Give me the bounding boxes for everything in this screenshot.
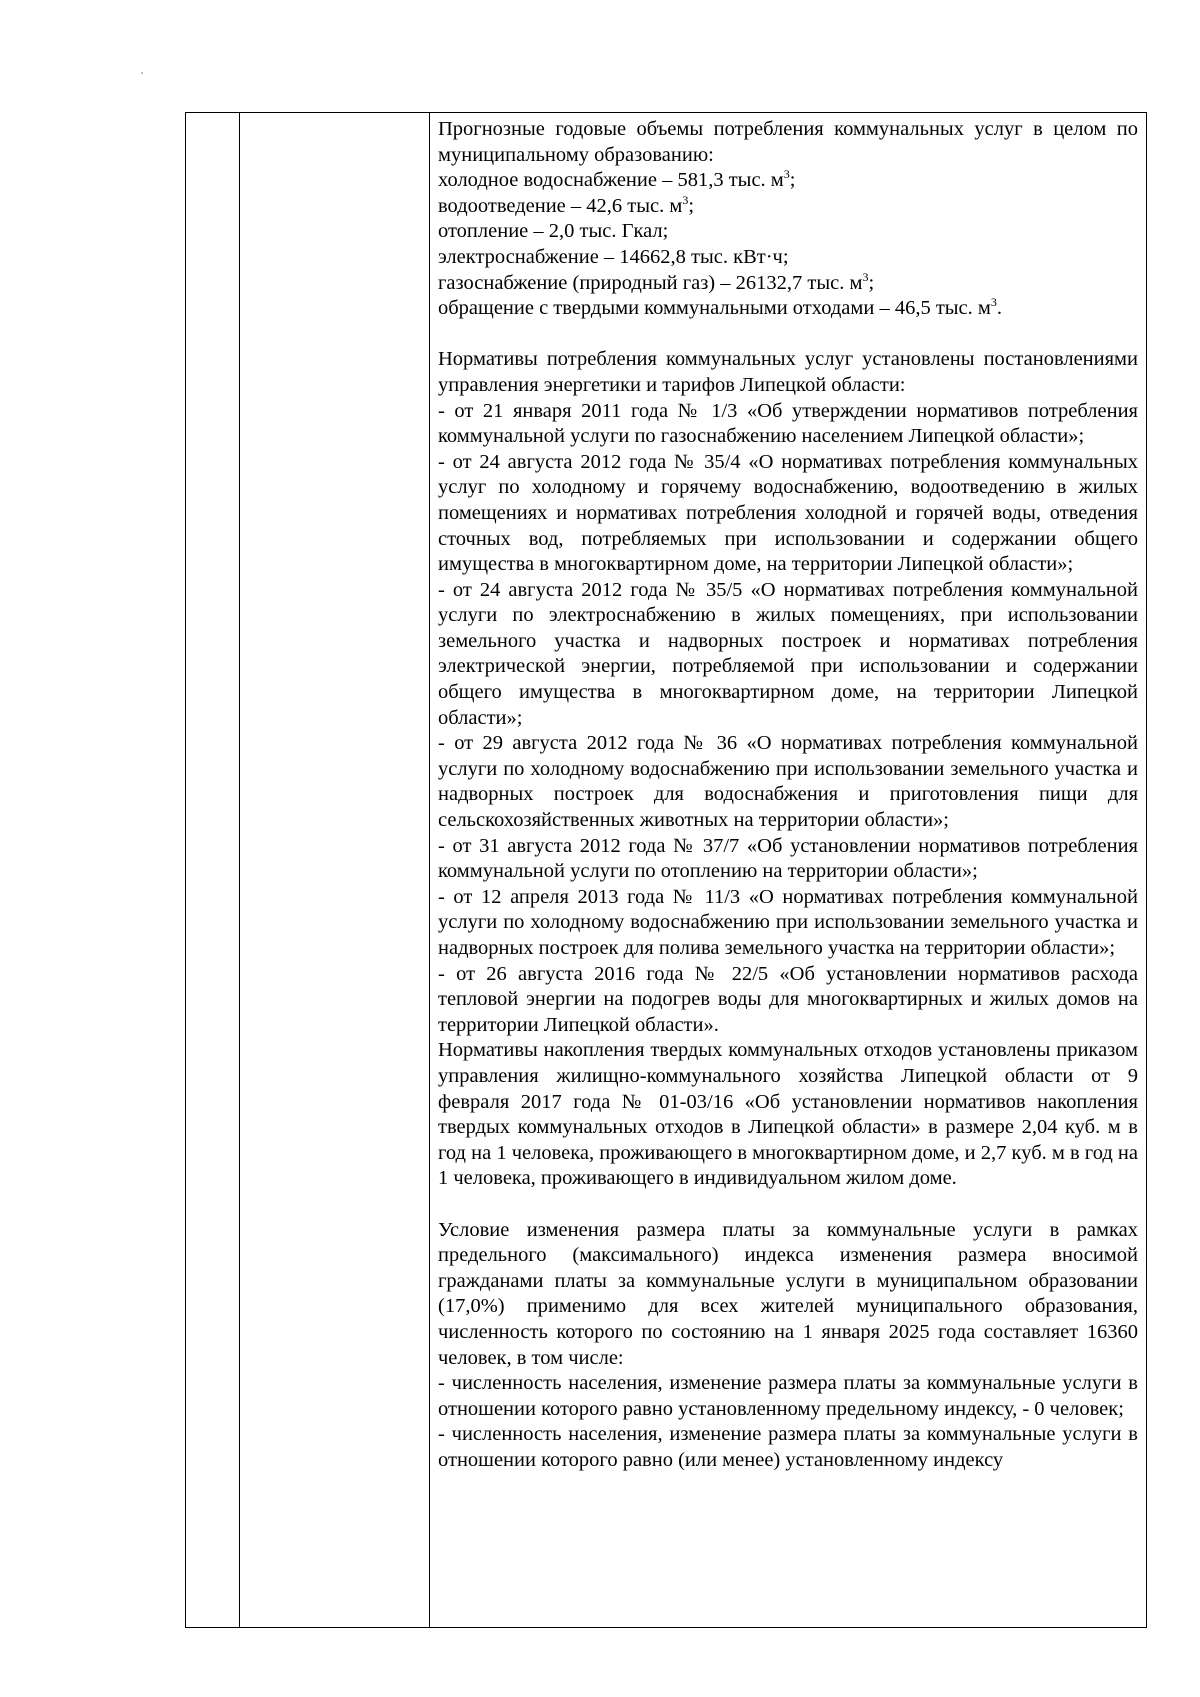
content-cell <box>434 113 1142 1627</box>
volume-gas: газоснабжение (природный газ) – 26132,7 тыс. $м^3$; <box>438 269 875 294</box>
norm-item: - от 26 августа 2016 года № 22/5 «Об установлении нормативов расхода тепловой энергии на подогрев воды для многоквартирных и жилых домов на территории Липецкой области». <box>438 962 1138 1036</box>
norms-intro: Нормативы потребления коммунальных услуг установлены постановлениями управления энергетики и тарифов Липецкой области: <box>438 348 1138 396</box>
volumes-intro: Прогнозные годовые объемы потребления коммунальных услуг в целом по муниципальному образованию: <box>438 118 1138 166</box>
norm-item: - от 24 августа 2012 года № 35/4 «О нормативах потребления коммунальных услуг по холодному и горячему водоснабжению, водоотведению в жилых помещениях и нормативах потребления холодной и горячей воды, отведения сточных вод, потребляемых при использовании и содержании общего имущества в многоквартирном доме, на территории Липецкой области»; <box>438 450 1138 576</box>
scan-speck <box>141 72 143 74</box>
spacer <box>438 322 1138 348</box>
volume-cold-water: холодное водоснабжение – 581,3 тыс. $м^3$; <box>438 167 796 192</box>
document-table <box>185 112 1147 1628</box>
volume-electricity: электроснабжение – 14662,8 тыс. кВт·ч; <box>438 245 789 268</box>
norm-item: - от 29 августа 2012 года № 36 «О нормативах потребления коммунальной услуги по холодному водоснабжению при использовании земельного участка и надворных построек для водоснабжения и приготовления пищи для сельскохозяйственных животных на территории области»; <box>438 732 1138 832</box>
volume-heating: отопление – 2,0 тыс. Гкал; <box>438 220 669 243</box>
column-divider-1 <box>239 113 240 1627</box>
norm-item: - от 12 апреля 2013 года № 11/3 «О нормативах потребления коммунальной услуги по холодному водоснабжению при использовании земельного участка и надворных построек для полива земельного участка на территории области»; <box>438 885 1138 959</box>
spacer <box>438 1192 1138 1218</box>
condition-item: - численность населения, изменение размера платы за коммунальные услуги в отношении которого равно (или менее) установленному индексу <box>438 1423 1138 1471</box>
waste-norm-paragraph: Нормативы накопления твердых коммунальных отходов установлены приказом управления жилищно-коммунального хозяйства Липецкой области от 9 февраля 2017 года № 01-03/16 «Об установлении нормативов накопления твердых коммунальных отходов в Липецкой области» в размере 2,04 куб. м в год на 1 человека, проживающего в многоквартирном доме, и 2,7 куб. м в год на 1 человека, проживающего в индивидуальном жилом доме. <box>438 1039 1138 1190</box>
norm-item: - от 31 августа 2012 года № 37/7 «Об установлении нормативов потребления коммунальной услуги по отоплению на территории области»; <box>438 834 1138 883</box>
volume-drainage: водоотведение – 42,6 тыс. $м^3$; <box>438 192 695 217</box>
norm-item: - от 24 августа 2012 года № 35/5 «О нормативах потребления коммунальной услуги по электроснабжению в жилых помещениях, при использовании земельного участка и надворных построек и нормативах потребления электрической энергии, потребляемой при использовании и содержании общего имущества в многоквартирном доме, на территории Липецкой области»; <box>438 578 1138 729</box>
condition-item: - численность населения, изменение размера платы за коммунальные услуги в отношении которого равно установленному предельному индексу, - 0 человек; <box>438 1372 1138 1420</box>
norm-item: - от 21 января 2011 года № 1/3 «Об утверждении нормативов потребления коммунальной услуги по газоснабжению населением Липецкой области»; <box>438 399 1138 448</box>
column-divider-2 <box>429 113 430 1627</box>
condition-intro: Условие изменения размера платы за коммунальные услуги в рамках предельного (максимального) индекса изменения размера вносимой гражданами платы за коммунальные услуги в муниципальном образовании (17,0%) применимо для всех жителей муниципального образования, численность которого по состоянию на 1 января 2025 года составляет 16360 человек, в том числе: <box>438 1218 1138 1369</box>
volume-waste: обращение с твердыми коммунальными отходами – 46,5 тыс. $м^3$. <box>438 295 1003 320</box>
